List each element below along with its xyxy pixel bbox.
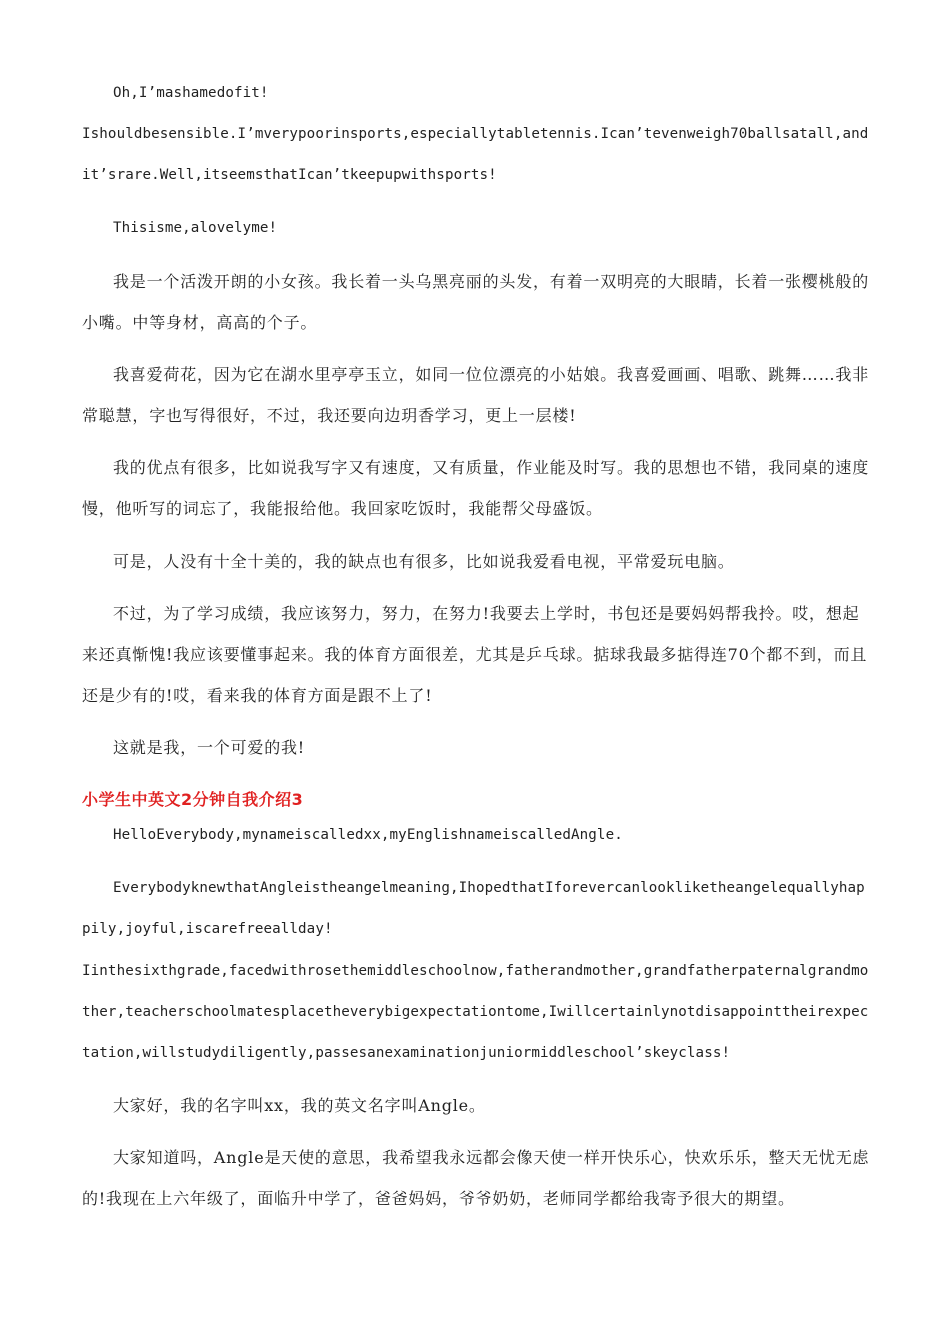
paragraph: 大家知道吗，Angle是天使的意思，我希望我永远都会像天使一样开快乐心，快欢乐乐，整天无忧无虑的!我现在上六年级了，面临升中学了，爸爸妈妈，爷爷奶奶，老师同学都给我寄予很大的期望。	[82, 1148, 870, 1208]
section-heading: 小学生中英文2分钟自我介绍3	[82, 790, 304, 809]
paragraph: 大家好，我的名字叫xx，我的英文名字叫Angle。	[113, 1096, 486, 1115]
paragraph: 我的优点有很多，比如说我写字又有速度，又有质量，作业能及时写。我的思想也不错，我同桌的速度慢，他听写的词忘了，我能报给他。我回家吃饭时，我能帮父母盛饭。	[82, 458, 870, 518]
paragraph: 这就是我，一个可爱的我!	[113, 738, 306, 757]
paragraph: EverybodyknewthatAngleistheangelmeaning,IhopedthatIforevercanlookliketheangelequallyhappily,joyful,iscarefreeallday!	[82, 880, 865, 937]
paragraph: 我喜爱荷花，因为它在湖水里亭亭玉立，如同一位位漂亮的小姑娘。我喜爱画画、唱歌、跳舞……我非常聪慧，字也写得很好，不过，我还要向边玥香学习，更上一层楼!	[82, 365, 870, 425]
paragraph: 我是一个活泼开朗的小女孩。我长着一头乌黑亮丽的头发，有着一双明亮的大眼睛，长着一张樱桃般的小嘴。中等身材，高高的个子。	[82, 272, 870, 332]
paragraph: 不过，为了学习成绩，我应该努力，努力，在努力!我要去上学时，书包还是要妈妈帮我拎。哎，想起来还真惭愧!我应该要懂事起来。我的体育方面很差，尤其是乒乓球。掂球我最多掂得连70个都不到，而且还是少有的!哎，看来我的体育方面是跟不上了!	[82, 604, 868, 705]
paragraph: Ishouldbesensible.I’mverypoorinsports,especiallytabletennis.Ican’tevenweigh70ballsatall,andit’srare.Well,itseemsthatIcan’tkeepupwithsports!	[82, 126, 869, 183]
paragraph: 可是，人没有十全十美的，我的缺点也有很多，比如说我爱看电视，平常爱玩电脑。	[113, 552, 735, 571]
paragraph: Iinthesixthgrade,facedwithrosethemiddleschoolnow,fatherandmother,grandfatherpaternalgrandmother,teacherschoolmatesplacetheverybigexpectationtome,Iwillcertainlynotdisappointtheirexpectation,willstudydiligently,passesanexaminationjuniormiddleschool’skeyclass!	[82, 963, 869, 1061]
paragraph: Oh,I’mashamedofit!	[113, 85, 269, 101]
paragraph: Thisisme,alovelyme!	[113, 220, 278, 236]
paragraph: HelloEverybody,mynameiscalledxx,myEnglishnameiscalledAngle.	[113, 827, 623, 843]
